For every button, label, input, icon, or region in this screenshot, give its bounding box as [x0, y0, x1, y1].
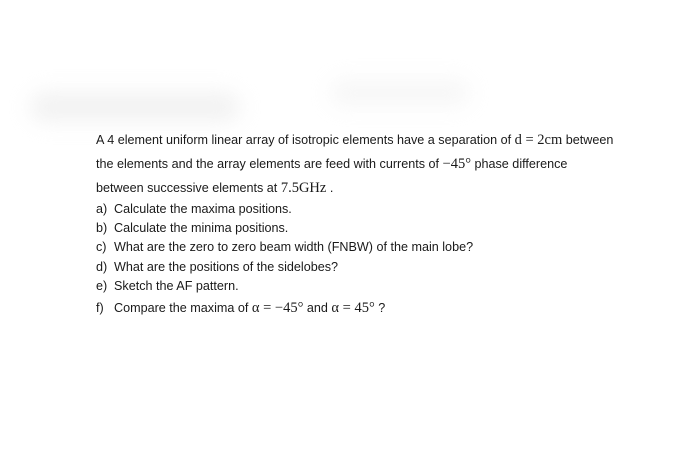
item-text-end: ?	[374, 301, 386, 315]
list-item	[96, 261, 338, 274]
intro-line-2	[96, 157, 567, 172]
item-letter: f)	[96, 301, 104, 315]
item-text: Calculate the maxima positions.	[114, 202, 292, 216]
intro-text: A 4 element uniform linear array of isotropic elements have a separation of	[96, 133, 515, 147]
list-item	[96, 203, 292, 216]
list-item	[96, 301, 385, 316]
list-item	[96, 222, 288, 235]
alpha-negative-formula: α = −45°	[251, 300, 304, 316]
intro-text-end: .	[326, 181, 334, 195]
item-text-mid: and	[303, 301, 332, 315]
phase-value: −45°	[442, 156, 471, 172]
item-text: Compare the maxima of	[114, 301, 252, 315]
alpha-positive-formula: α = 45°	[331, 300, 375, 316]
blurred-header-smudge	[30, 92, 240, 122]
intro-text: between successive elements at	[96, 181, 281, 195]
blurred-header-smudge-right	[330, 80, 470, 106]
separation-formula: d = 2cm	[514, 132, 563, 148]
intro-text: the elements and the array elements are feed with currents of	[96, 157, 443, 171]
item-letter: b)	[96, 221, 108, 235]
list-item	[96, 241, 473, 254]
intro-text-end: between	[562, 133, 614, 147]
item-letter: d)	[96, 260, 108, 274]
item-text: Sketch the AF pattern.	[114, 279, 239, 293]
frequency-value: 7.5GHz	[280, 180, 327, 196]
list-item	[96, 280, 239, 293]
item-text: Calculate the minima positions.	[114, 221, 289, 235]
item-letter: c)	[96, 240, 107, 254]
item-text: What are the positions of the sidelobes?	[114, 260, 339, 274]
intro-text-end: phase difference	[471, 157, 568, 171]
item-text: What are the zero to zero beam width (FNBW) of the main lobe?	[114, 240, 474, 254]
intro-line-1	[96, 133, 613, 148]
item-letter: a)	[96, 202, 108, 216]
intro-line-3	[96, 181, 333, 196]
item-letter: e)	[96, 279, 108, 293]
